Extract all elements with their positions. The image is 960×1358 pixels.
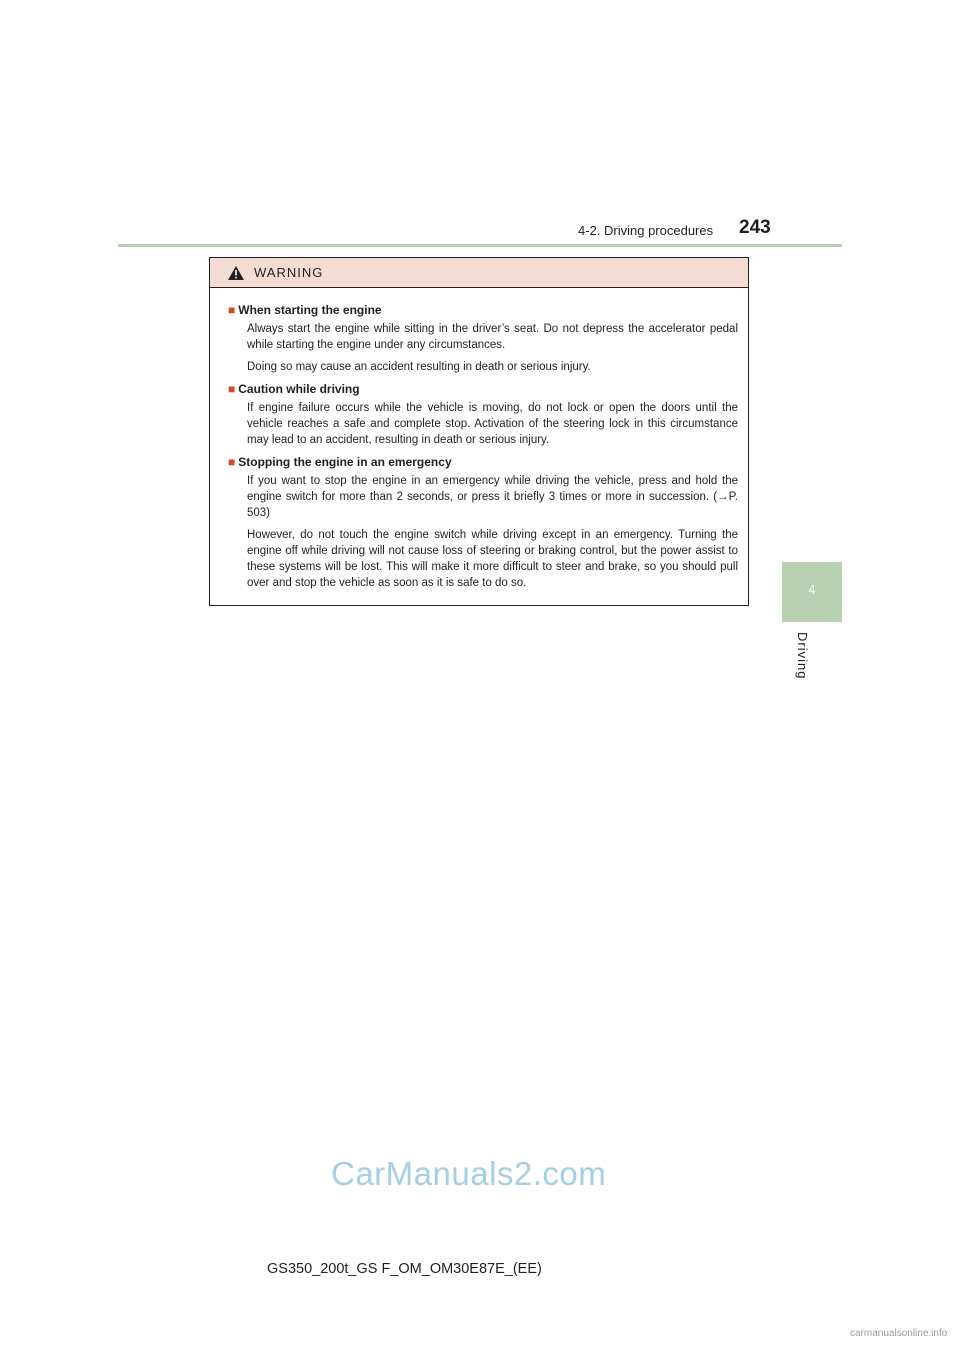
- bullet-icon: ■: [228, 455, 236, 469]
- warning-item-driving: [228, 381, 738, 448]
- document-code: GS350_200t_GS F_OM_OM30E87E_(EE): [267, 1261, 542, 1277]
- item-paragraph: If you want to stop the engine in an emergency while driving the vehicle, press and hold the engine switch for more than 2 seconds, or press it briefly 3 times or more in succession. (→P. 503): [247, 475, 738, 519]
- chapter-label: Driving: [795, 632, 810, 680]
- warning-triangle-icon: [227, 265, 245, 281]
- header-rule: [118, 244, 842, 247]
- page-number: 243: [739, 217, 771, 238]
- item-heading: When starting the engine: [238, 303, 382, 317]
- bullet-icon: ■: [228, 303, 236, 317]
- warning-item-starting: [228, 302, 738, 375]
- item-heading: Stopping the engine in an emergency: [238, 455, 452, 469]
- section-title: 4-2. Driving procedures: [578, 223, 714, 238]
- item-paragraph: Always start the engine while sitting in the driver’s seat. Do not depress the accelerator pedal while starting the engine under any circumstances.: [247, 323, 738, 351]
- warning-header: [210, 258, 748, 288]
- warning-box: [209, 257, 749, 606]
- item-paragraph: However, do not touch the engine switch while driving except in an emergency. Turning the engine off while driving will not cause loss of steering or braking control, but the power assist to these systems will be lost. This will make it more difficult to steer and brake, so you should pull over and stop the vehicle as soon as it is safe to do so.: [247, 529, 738, 589]
- watermark-logo: CarManuals2.com: [331, 1155, 607, 1192]
- item-paragraph: Doing so may cause an accident resulting in death or serious injury.: [247, 361, 591, 373]
- chapter-number: 4: [808, 582, 816, 597]
- item-paragraph: If engine failure occurs while the vehicle is moving, do not lock or open the doors until the vehicle reaches a safe and complete stop. Activation of the steering lock in this circumstance may lead to an accident, resulting in death or serious injury.: [247, 402, 738, 446]
- bullet-icon: ■: [228, 382, 236, 396]
- chapter-tab: [782, 562, 842, 622]
- warning-title: WARNING: [254, 265, 324, 280]
- warning-item-emergency: [228, 454, 738, 591]
- site-watermark: carmanualsonline.info: [850, 1328, 948, 1339]
- item-heading: Caution while driving: [238, 382, 360, 396]
- warning-body: [210, 288, 748, 591]
